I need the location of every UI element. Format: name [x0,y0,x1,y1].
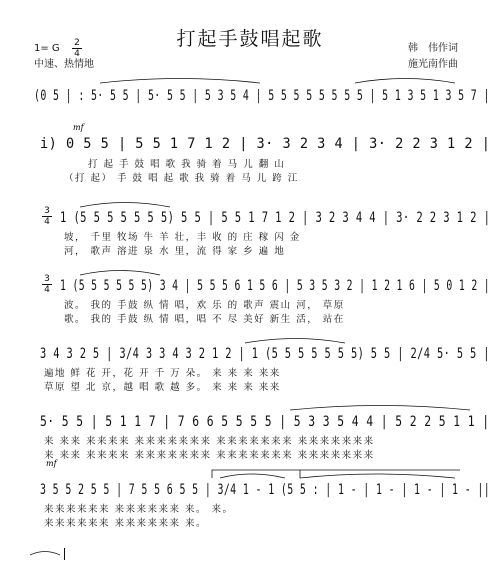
notation-line: (0 5 | : 5· 5 5 | 5· 5 5 | 5 3 5 4 | 5 5 5 5 5 5 5 5 | 5 1 3 5 1 3 5 7 | [34,88,490,104]
time-signature: 3 4 [42,206,52,227]
slur-line [30,552,60,556]
time-signature: 2 4 [72,38,82,59]
lyrics-verse-2: （打 起） 手 鼓 唱 起 歌 我 骑 着 马 儿 跨 江 [64,173,299,184]
lyrics-verse-2: 河， 歌声 溶进 泉 水 里，流 得 家 乡 遍 地 [64,246,286,257]
lyrics-verse-1: 坡， 千里 牧场 牛 羊 壮，丰 收 的 庄 稼 闪 金 [64,232,301,243]
slur-line [220,474,285,478]
notation-line: i) 0 5 5 | 5 5 1 7 1 2 | 3· 3 2 3 4 | 3· 2 2 3 1 2 | [40,136,491,152]
slur-line [245,339,345,344]
key-signature: 1= G [34,43,60,54]
notation-line: 1 (5 5 5 5 5 5) 3 4 | 5 5 5 6 1 5 6 | 5 3 5 3 2 | 1 2 1 6 | 5 0 1 2 | [60,278,491,294]
lyrics-verse-2: 来来来来来来 来来来来来来 来。 [44,518,208,529]
lyrics-verse-2: 来 来来 来来来来 来来来来来来来 来来来来来来来 来来来来来来来 [44,450,375,461]
lyrics-verse-2: 草原 望 北 京，越 唱 歌 越 多。 来 来 来 来来 [44,382,281,393]
dynamic-mark: mf [46,459,57,468]
slur-line [100,79,260,84]
tempo-marking: 中速、热情地 [34,59,94,70]
slur-line [80,203,170,208]
dynamic-mark: mf [73,123,84,132]
lyrics-verse-1: 遍地 鲜 花 开，花 开 千 万 朵。 来 来 来 来来 [44,368,281,379]
slur-line [300,474,455,478]
time-signature: 3 4 [42,274,52,295]
slur-line [80,271,160,276]
notation-line: 3 5 5 2 5 5 | 7 5 5 6 5 5 | 3/4 1 - 1 (5 5 : | 1 - | 1 - | 1 - | 1 - || [40,482,491,498]
song-title: 打起手鼓唱起歌 [176,28,324,50]
lyrics-verse-1: 来来来来来来 来来来来来来 来。 来。 [44,504,234,515]
lyrics-verse-1: 波。 我的 手鼓 纵 情 唱，欢 乐 的 歌声 震山 河， 草原 [64,300,345,311]
slur-line [355,79,455,84]
notation-line: 5· 5 5 | 5 1 1 7 | 7 6 6 5 5 5 5 | 5 3 3 5 4 4 | 5 2 2 5 1 1 | [40,414,490,430]
slur-line [290,406,470,411]
lyrics-verse-1: 来 来来 来来来来 来来来来来来来 来来来来来来来 来来来来来来来 [44,436,375,447]
notation-line: 3 4 3 2 5 | 3/4 3 3 4 3 2 1 2 | 1 (5 5 5 5 5 5 5) 5 5 | 2/4 5· 5 5 | [40,346,490,362]
lyricist-credit: 韩 伟作词 [408,43,458,54]
notation-line: 1 (5 5 5 5 5 5 5) 5 5 | 5 5 1 7 1 2 | 3 2 3 4 4 | 3· 2 2 3 1 2 | [60,210,491,226]
bar-line [64,548,65,560]
lyrics-verse-2: 歌。 我的 手鼓 纵 情 唱，唱 不 尽 美好 新生 活， 站在 [64,314,345,325]
composer-credit: 施光南作曲 [408,59,458,70]
lyrics-verse-1: 打 起 手 鼓 唱 歌 我 骑 着 马 儿 翻 山 [88,159,286,170]
